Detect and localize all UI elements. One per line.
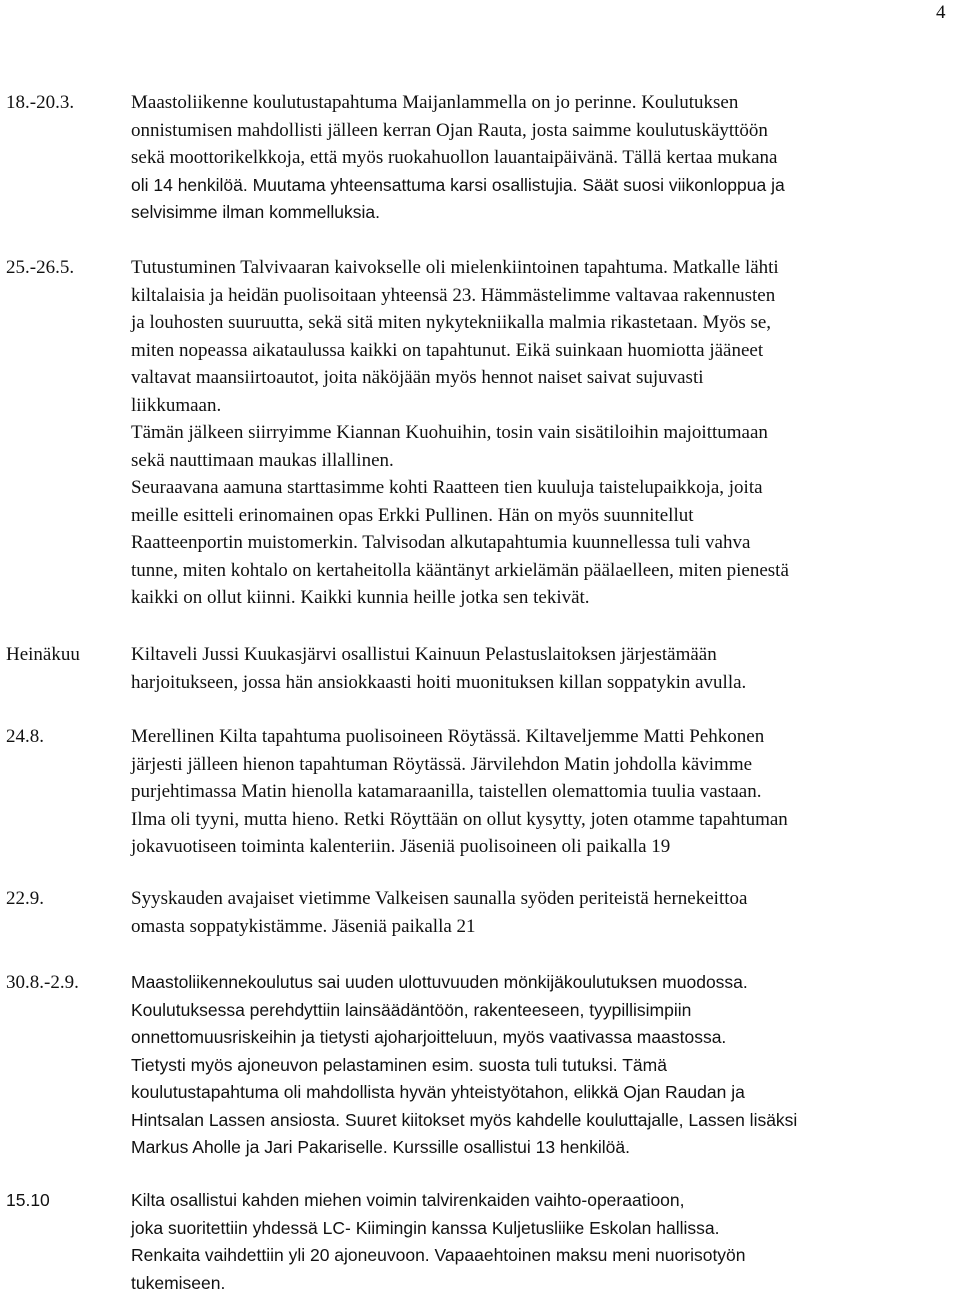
text-line: Maastoliikenne koulutustapahtuma Maijanlammella on jo perinne. Koulutuksen [131,89,960,117]
entry-text [131,969,960,1162]
text-line: ja louhosten suuruutta, sekä sitä miten nykytekniikalla malmia rikastetaan. Myös se, [131,309,960,337]
entry-date: Heinäkuu [6,641,80,669]
text-line: Tutustuminen Talvivaaran kaivokselle oli mielenkiintoinen tapahtuma. Matkalle lähti [131,254,960,282]
text-line: Kiltaveli Jussi Kuukasjärvi osallistui Kainuun Pelastuslaitoksen järjestämään [131,641,960,669]
text-line: valtavat maansiirtoautot, joita näköjään myös hennot naiset saivat sujuvasti [131,364,960,392]
text-line: meille esitteli erinomainen opas Erkki Pullinen. Hän on myös suunnitellut [131,502,960,530]
text-line: Raatteenportin muistomerkin. Talvisodan alkutapahtumia kuunnellessa tuli vahva [131,529,960,557]
text-line: Merellinen Kilta tapahtuma puolisoineen Röytässä. Kiltaveljemme Matti Pehkonen [131,723,960,751]
text-line: harjoitukseen, jossa hän ansiokkaasti hoiti muonituksen killan soppatykin avulla. [131,669,960,697]
page-number: 4 [936,2,946,24]
text-line: Syyskauden avajaiset vietimme Valkeisen saunalla syöden periteistä hernekeittoa [131,885,960,913]
text-line: jokavuotiseen toiminta kalenteriin. Jäseniä puolisoineen oli paikalla 19 [131,833,960,861]
entry-date: 15.10 [6,1187,50,1215]
text-line: Hintsalan Lassen ansiosta. Suuret kiitokset myös kahdelle kouluttajalle, Lassen lisäksi [131,1107,960,1135]
text-line: oli 14 henkilöä. Muutama yhteensattuma karsi osallistujia. Säät suosi viikonloppua ja [131,172,960,200]
text-line: sekä nauttimaan maukas illallinen. [131,447,960,475]
text-line: Tämän jälkeen siirryimme Kiannan Kuohuihin, tosin vain sisätiloihin majoittumaan [131,419,960,447]
text-line: Maastoliikennekoulutus sai uuden ulottuvuuden mönkijäkoulutuksen muodossa. [131,969,960,997]
entry-text [131,885,960,940]
text-line: onnistumisen mahdollisti jälleen kerran Ojan Rauta, josta saimme koulutuskäyttöön [131,117,960,145]
text-line: miten nopeassa aikataulussa kaikki on tapahtunut. Eikä suinkaan huomiotta jääneet [131,337,960,365]
entry-text [131,723,960,861]
text-line: Renkaita vaihdettiin yli 20 ajoneuvoon. Vapaaehtoinen maksu meni nuorisotyön [131,1242,960,1270]
text-line: tunne, miten kohtalo on kertaheitolla kääntänyt arkielämän päälaelleen, miten pienestä [131,557,960,585]
text-line: purjehtimassa Matin hienolla katamaraanilla, taistellen olemattomia tuulia vastaan. [131,778,960,806]
entry-date: 18.-20.3. [6,89,74,117]
text-line: tukemiseen. [131,1270,960,1297]
text-line: kaikki on ollut kiinni. Kaikki kunnia heille jotka sen tekivät. [131,584,960,612]
text-line: Ilma oli tyyni, mutta hieno. Retki Röyttään on ollut kysytty, joten otamme tapahtuman [131,806,960,834]
text-line: koulutustapahtuma oli mahdollista hyvän yhteistyötahon, elikkä Ojan Raudan ja [131,1079,960,1107]
entry-date: 24.8. [6,723,44,751]
text-line: järjesti jälleen hienon tapahtuman Röytässä. Järvilehdon Matin johdolla kävimme [131,751,960,779]
entry-text [131,641,960,696]
entry-date: 22.9. [6,885,44,913]
text-line: kiltalaisia ja heidän puolisoitaan yhteensä 23. Hämmästelimme valtavaa rakennusten [131,282,960,310]
entry-date: 30.8.-2.9. [6,969,79,997]
text-line: liikkumaan. [131,392,960,420]
text-line: Tietysti myös ajoneuvon pelastaminen esim. suosta tuli tutuksi. Tämä [131,1052,960,1080]
text-line: omasta soppatykistämme. Jäseniä paikalla 21 [131,913,960,941]
entry-text [131,1187,960,1297]
text-line: Markus Aholle ja Jari Pakariselle. Kurssille osallistui 13 henkilöä. [131,1134,960,1162]
text-line: sekä moottorikelkkoja, että myös ruokahuollon lauantaipäivänä. Tällä kertaa mukana [131,144,960,172]
text-line: onnettomuusriskeihin ja tietysti ajoharjoitteluun, myös vaativassa maastossa. [131,1024,960,1052]
entry-text [131,89,960,227]
text-line: joka suoritettiin yhdessä LC- Kiimingin kanssa Kuljetusliike Eskolan hallissa. [131,1215,960,1243]
entry-text [131,254,960,612]
text-line: selvisimme ilman kommelluksia. [131,199,960,227]
text-line: Koulutuksessa perehdyttiin lainsäädäntöön, rakenteeseen, tyypillisimpiin [131,997,960,1025]
text-line: Kilta osallistui kahden miehen voimin talvirenkaiden vaihto-operaatioon, [131,1187,960,1215]
entry-date: 25.-26.5. [6,254,74,282]
text-line: Seuraavana aamuna starttasimme kohti Raatteen tien kuuluja taistelupaikkoja, joita [131,474,960,502]
